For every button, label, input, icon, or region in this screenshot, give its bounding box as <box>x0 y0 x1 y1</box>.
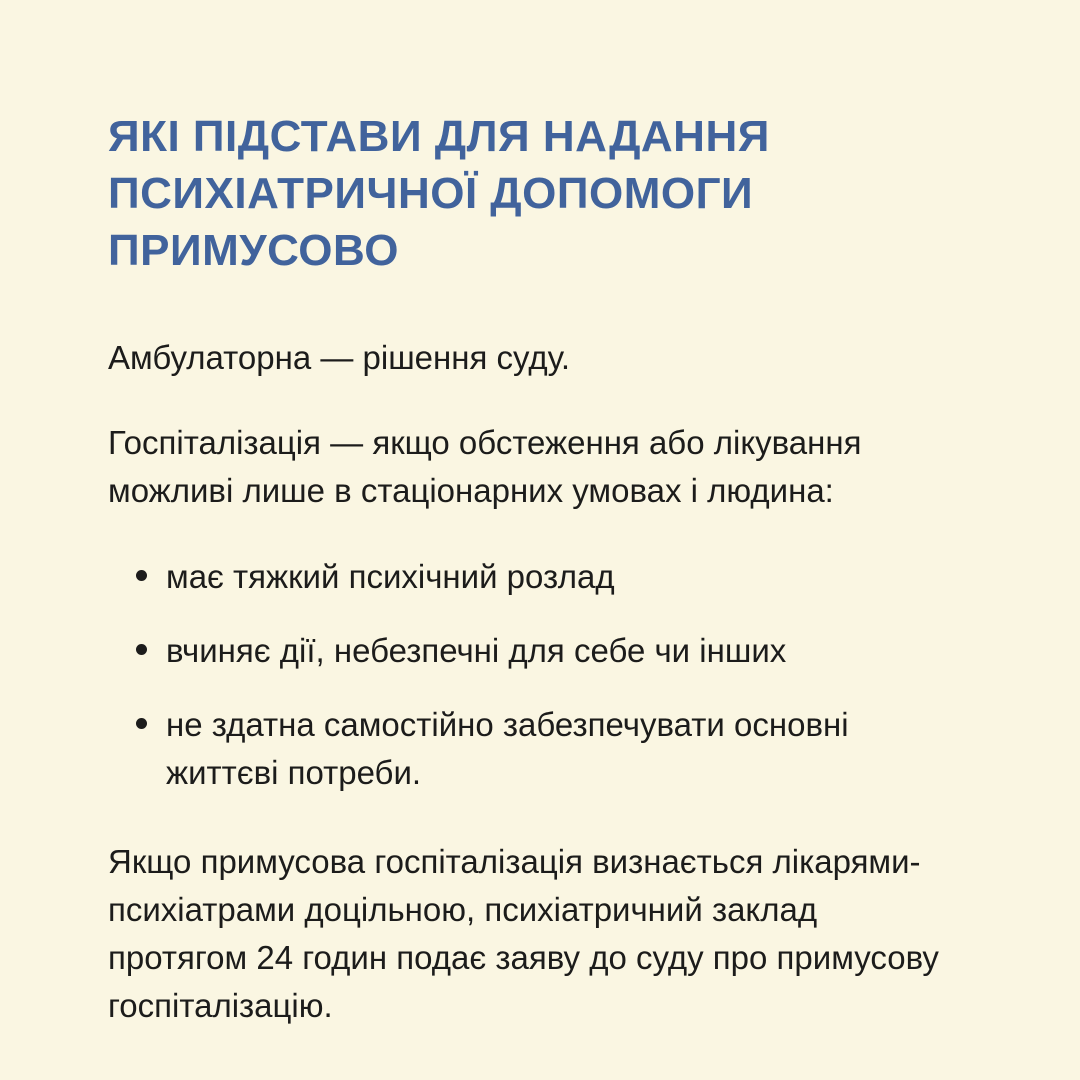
bullet-dot-icon <box>136 570 147 581</box>
list-item <box>108 553 953 601</box>
list-item-text: має тяжкий психічний розлад <box>166 558 615 596</box>
paragraph-ambulatory: Амбулаторна — рішення суду. <box>108 338 571 376</box>
list-item-text: не здатна самостійно забезпечувати основні життєві потреби. <box>166 705 849 791</box>
criteria-list <box>108 553 953 796</box>
list-item <box>108 627 953 675</box>
bullet-dot-icon <box>136 718 147 729</box>
paragraph-conclusion: Якщо примусова госпіталізація визнається лікарями-психіатрами доцільною, психіатричний заклад протягом 24 годин подає заяву до суду про примусову госпіталізацію. <box>108 843 939 1024</box>
list-item-text: вчиняє дії, небезпечні для себе чи інших <box>166 631 787 669</box>
list-item <box>108 701 953 797</box>
paragraph-hospitalization-intro: Госпіталізація — якщо обстеження або лікування можливі лише в стаціонарних умовах і людина: <box>108 424 862 510</box>
page-title: ЯКІ ПІДСТАВИ ДЛЯ НАДАННЯ ПСИХІАТРИЧНОЇ ДОПОМОГИ ПРИМУСОВО <box>108 112 770 276</box>
bullet-dot-icon <box>136 644 147 655</box>
